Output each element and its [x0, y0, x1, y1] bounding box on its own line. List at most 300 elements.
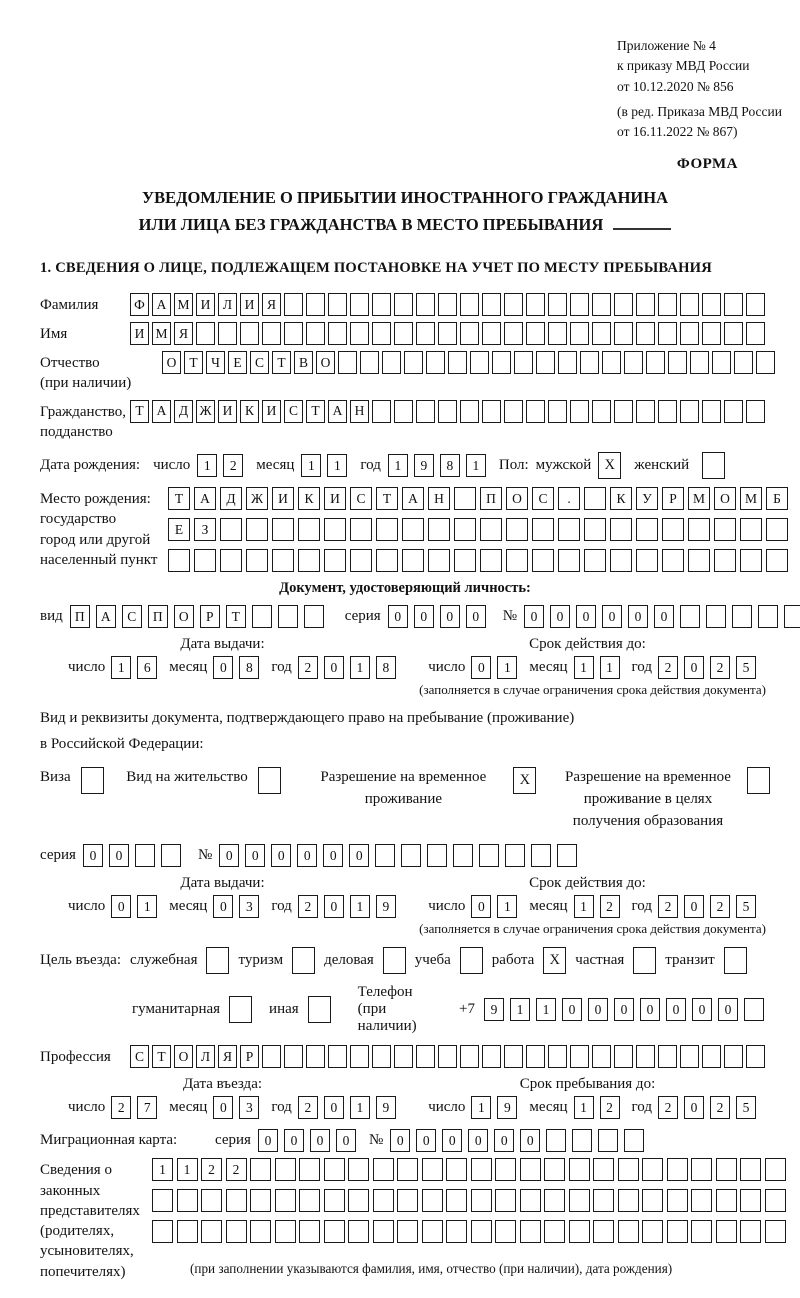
- char-box[interactable]: [376, 518, 398, 541]
- char-box[interactable]: [680, 605, 700, 628]
- char-box[interactable]: [558, 518, 580, 541]
- char-box[interactable]: [714, 549, 736, 572]
- char-box[interactable]: [680, 293, 699, 316]
- char-box[interactable]: 0: [654, 605, 674, 628]
- char-box[interactable]: М: [688, 487, 710, 510]
- char-box[interactable]: Т: [130, 400, 149, 423]
- char-box[interactable]: [691, 1158, 712, 1181]
- char-box[interactable]: 5: [736, 656, 756, 679]
- char-box[interactable]: 0: [468, 1129, 488, 1152]
- char-box[interactable]: [220, 518, 242, 541]
- char-box[interactable]: [226, 1220, 247, 1243]
- char-box[interactable]: [548, 293, 567, 316]
- char-box[interactable]: П: [70, 605, 90, 628]
- char-box[interactable]: 1: [574, 1096, 594, 1119]
- purpose-other-checkbox[interactable]: [308, 996, 331, 1023]
- char-box[interactable]: [658, 293, 677, 316]
- char-box[interactable]: 2: [111, 1096, 131, 1119]
- char-box[interactable]: 1: [600, 656, 620, 679]
- char-box[interactable]: А: [96, 605, 116, 628]
- char-box[interactable]: [572, 1129, 592, 1152]
- char-box[interactable]: [569, 1158, 590, 1181]
- char-box[interactable]: Р: [240, 1045, 259, 1068]
- char-box[interactable]: [548, 1045, 567, 1068]
- char-box[interactable]: [624, 1129, 644, 1152]
- char-box[interactable]: [394, 322, 413, 345]
- char-box[interactable]: 2: [658, 656, 678, 679]
- char-box[interactable]: [438, 400, 457, 423]
- char-box[interactable]: [765, 1158, 786, 1181]
- char-box[interactable]: 0: [336, 1129, 356, 1152]
- purpose-work-checkbox[interactable]: X: [543, 947, 566, 974]
- char-box[interactable]: 0: [640, 998, 660, 1021]
- char-box[interactable]: С: [284, 400, 303, 423]
- char-box[interactable]: [328, 293, 347, 316]
- char-box[interactable]: 1: [111, 656, 131, 679]
- char-box[interactable]: 0: [258, 1129, 278, 1152]
- char-box[interactable]: [177, 1189, 198, 1212]
- char-box[interactable]: 2: [600, 1096, 620, 1119]
- char-box[interactable]: [428, 518, 450, 541]
- char-box[interactable]: 2: [658, 1096, 678, 1119]
- char-box[interactable]: [724, 400, 743, 423]
- char-box[interactable]: 7: [137, 1096, 157, 1119]
- char-box[interactable]: [584, 487, 606, 510]
- char-box[interactable]: [570, 322, 589, 345]
- char-box[interactable]: [636, 400, 655, 423]
- char-box[interactable]: [375, 844, 395, 867]
- char-box[interactable]: [201, 1189, 222, 1212]
- char-box[interactable]: 0: [324, 656, 344, 679]
- char-box[interactable]: [350, 1045, 369, 1068]
- char-box[interactable]: 0: [466, 605, 486, 628]
- char-box[interactable]: Р: [200, 605, 220, 628]
- char-box[interactable]: 1: [152, 1158, 173, 1181]
- char-box[interactable]: [520, 1189, 541, 1212]
- char-box[interactable]: [514, 351, 533, 374]
- char-box[interactable]: [201, 1220, 222, 1243]
- char-box[interactable]: [446, 1189, 467, 1212]
- char-box[interactable]: И: [218, 400, 237, 423]
- char-box[interactable]: [427, 844, 447, 867]
- char-box[interactable]: [226, 1189, 247, 1212]
- char-box[interactable]: Т: [152, 1045, 171, 1068]
- char-box[interactable]: [746, 1045, 765, 1068]
- char-box[interactable]: [602, 351, 621, 374]
- char-box[interactable]: [548, 322, 567, 345]
- char-box[interactable]: [618, 1189, 639, 1212]
- char-box[interactable]: [702, 322, 721, 345]
- char-box[interactable]: [642, 1158, 663, 1181]
- char-box[interactable]: Я: [262, 293, 281, 316]
- char-box[interactable]: [298, 549, 320, 572]
- char-box[interactable]: О: [714, 487, 736, 510]
- char-box[interactable]: [416, 322, 435, 345]
- char-box[interactable]: [618, 1158, 639, 1181]
- char-box[interactable]: Л: [196, 1045, 215, 1068]
- char-box[interactable]: 0: [213, 656, 233, 679]
- char-box[interactable]: [667, 1220, 688, 1243]
- char-box[interactable]: [470, 351, 489, 374]
- char-box[interactable]: [328, 1045, 347, 1068]
- char-box[interactable]: [504, 322, 523, 345]
- char-box[interactable]: 0: [284, 1129, 304, 1152]
- char-box[interactable]: [766, 549, 788, 572]
- char-box[interactable]: [570, 293, 589, 316]
- char-box[interactable]: [250, 1158, 271, 1181]
- char-box[interactable]: С: [130, 1045, 149, 1068]
- char-box[interactable]: Р: [662, 487, 684, 510]
- char-box[interactable]: [218, 322, 237, 345]
- char-box[interactable]: [135, 844, 155, 867]
- char-box[interactable]: [505, 844, 525, 867]
- char-box[interactable]: [724, 293, 743, 316]
- char-box[interactable]: [584, 549, 606, 572]
- char-box[interactable]: 0: [471, 656, 491, 679]
- char-box[interactable]: 0: [602, 605, 622, 628]
- char-box[interactable]: [765, 1220, 786, 1243]
- char-box[interactable]: 2: [600, 895, 620, 918]
- char-box[interactable]: [558, 351, 577, 374]
- char-box[interactable]: [438, 293, 457, 316]
- char-box[interactable]: А: [402, 487, 424, 510]
- char-box[interactable]: [624, 351, 643, 374]
- char-box[interactable]: [740, 1189, 761, 1212]
- char-box[interactable]: [177, 1220, 198, 1243]
- char-box[interactable]: 2: [710, 656, 730, 679]
- char-box[interactable]: [765, 1189, 786, 1212]
- char-box[interactable]: [350, 293, 369, 316]
- char-box[interactable]: [402, 518, 424, 541]
- temp-residence-education-checkbox[interactable]: [747, 767, 770, 794]
- char-box[interactable]: [658, 1045, 677, 1068]
- char-box[interactable]: [372, 322, 391, 345]
- char-box[interactable]: 0: [718, 998, 738, 1021]
- char-box[interactable]: [570, 400, 589, 423]
- char-box[interactable]: 1: [574, 656, 594, 679]
- char-box[interactable]: [299, 1220, 320, 1243]
- char-box[interactable]: 1: [466, 454, 486, 477]
- char-box[interactable]: 0: [111, 895, 131, 918]
- char-box[interactable]: [448, 351, 467, 374]
- char-box[interactable]: Т: [272, 351, 291, 374]
- char-box[interactable]: [394, 400, 413, 423]
- char-box[interactable]: [373, 1189, 394, 1212]
- char-box[interactable]: 1: [350, 656, 370, 679]
- char-box[interactable]: [758, 605, 778, 628]
- purpose-tourism-checkbox[interactable]: [292, 947, 315, 974]
- char-box[interactable]: [495, 1220, 516, 1243]
- char-box[interactable]: [479, 844, 499, 867]
- char-box[interactable]: Я: [218, 1045, 237, 1068]
- char-box[interactable]: [324, 518, 346, 541]
- char-box[interactable]: [614, 293, 633, 316]
- char-box[interactable]: 0: [562, 998, 582, 1021]
- char-box[interactable]: 1: [388, 454, 408, 477]
- char-box[interactable]: [580, 351, 599, 374]
- char-box[interactable]: [610, 549, 632, 572]
- char-box[interactable]: [196, 322, 215, 345]
- char-box[interactable]: [482, 400, 501, 423]
- char-box[interactable]: О: [162, 351, 181, 374]
- char-box[interactable]: 1: [536, 998, 556, 1021]
- char-box[interactable]: [394, 293, 413, 316]
- char-box[interactable]: [372, 1045, 391, 1068]
- char-box[interactable]: [348, 1220, 369, 1243]
- residence-permit-checkbox[interactable]: [258, 767, 281, 794]
- purpose-business-checkbox[interactable]: [206, 947, 229, 974]
- char-box[interactable]: [712, 351, 731, 374]
- char-box[interactable]: [220, 549, 242, 572]
- char-box[interactable]: [422, 1158, 443, 1181]
- char-box[interactable]: Д: [174, 400, 193, 423]
- char-box[interactable]: 1: [197, 454, 217, 477]
- char-box[interactable]: [526, 293, 545, 316]
- char-box[interactable]: [348, 1158, 369, 1181]
- char-box[interactable]: [642, 1189, 663, 1212]
- char-box[interactable]: [569, 1220, 590, 1243]
- char-box[interactable]: 0: [614, 998, 634, 1021]
- char-box[interactable]: [482, 293, 501, 316]
- char-box[interactable]: [716, 1220, 737, 1243]
- char-box[interactable]: 2: [298, 656, 318, 679]
- char-box[interactable]: 0: [588, 998, 608, 1021]
- char-box[interactable]: [402, 549, 424, 572]
- char-box[interactable]: 0: [520, 1129, 540, 1152]
- char-box[interactable]: [667, 1189, 688, 1212]
- char-box[interactable]: К: [298, 487, 320, 510]
- char-box[interactable]: Ч: [206, 351, 225, 374]
- char-box[interactable]: А: [152, 400, 171, 423]
- char-box[interactable]: [724, 322, 743, 345]
- char-box[interactable]: [532, 518, 554, 541]
- char-box[interactable]: 0: [297, 844, 317, 867]
- purpose-private-checkbox[interactable]: [633, 947, 656, 974]
- char-box[interactable]: 0: [324, 1096, 344, 1119]
- char-box[interactable]: Б: [766, 487, 788, 510]
- char-box[interactable]: 1: [327, 454, 347, 477]
- char-box[interactable]: 0: [213, 1096, 233, 1119]
- char-box[interactable]: [240, 322, 259, 345]
- char-box[interactable]: [546, 1129, 566, 1152]
- purpose-humanitarian-checkbox[interactable]: [229, 996, 252, 1023]
- char-box[interactable]: [372, 400, 391, 423]
- char-box[interactable]: [593, 1189, 614, 1212]
- char-box[interactable]: О: [506, 487, 528, 510]
- char-box[interactable]: [328, 322, 347, 345]
- char-box[interactable]: [350, 518, 372, 541]
- char-box[interactable]: [569, 1189, 590, 1212]
- char-box[interactable]: 0: [324, 895, 344, 918]
- char-box[interactable]: 1: [471, 1096, 491, 1119]
- char-box[interactable]: [471, 1189, 492, 1212]
- char-box[interactable]: [168, 549, 190, 572]
- char-box[interactable]: 0: [83, 844, 103, 867]
- char-box[interactable]: Н: [428, 487, 450, 510]
- char-box[interactable]: [428, 549, 450, 572]
- char-box[interactable]: .: [558, 487, 580, 510]
- char-box[interactable]: 0: [442, 1129, 462, 1152]
- char-box[interactable]: [531, 844, 551, 867]
- char-box[interactable]: [584, 518, 606, 541]
- char-box[interactable]: И: [130, 322, 149, 345]
- char-box[interactable]: [636, 322, 655, 345]
- char-box[interactable]: [658, 400, 677, 423]
- char-box[interactable]: [422, 1220, 443, 1243]
- char-box[interactable]: 2: [223, 454, 243, 477]
- char-box[interactable]: [454, 518, 476, 541]
- char-box[interactable]: С: [122, 605, 142, 628]
- char-box[interactable]: [299, 1189, 320, 1212]
- char-box[interactable]: [306, 322, 325, 345]
- char-box[interactable]: [495, 1189, 516, 1212]
- char-box[interactable]: 0: [245, 844, 265, 867]
- char-box[interactable]: 0: [416, 1129, 436, 1152]
- char-box[interactable]: 2: [710, 1096, 730, 1119]
- char-box[interactable]: 0: [471, 895, 491, 918]
- char-box[interactable]: О: [174, 605, 194, 628]
- char-box[interactable]: [246, 518, 268, 541]
- char-box[interactable]: [397, 1189, 418, 1212]
- char-box[interactable]: И: [196, 293, 215, 316]
- char-box[interactable]: 0: [390, 1129, 410, 1152]
- char-box[interactable]: [658, 322, 677, 345]
- char-box[interactable]: 2: [298, 895, 318, 918]
- char-box[interactable]: О: [174, 1045, 193, 1068]
- char-box[interactable]: [732, 605, 752, 628]
- purpose-commercial-checkbox[interactable]: [383, 947, 406, 974]
- char-box[interactable]: [714, 518, 736, 541]
- char-box[interactable]: 9: [376, 1096, 396, 1119]
- char-box[interactable]: [350, 549, 372, 572]
- char-box[interactable]: [558, 549, 580, 572]
- char-box[interactable]: [592, 293, 611, 316]
- char-box[interactable]: [688, 518, 710, 541]
- char-box[interactable]: 0: [219, 844, 239, 867]
- char-box[interactable]: [422, 1189, 443, 1212]
- char-box[interactable]: [262, 1045, 281, 1068]
- char-box[interactable]: [471, 1220, 492, 1243]
- char-box[interactable]: [504, 1045, 523, 1068]
- char-box[interactable]: Ф: [130, 293, 149, 316]
- char-box[interactable]: 0: [440, 605, 460, 628]
- char-box[interactable]: [691, 1220, 712, 1243]
- char-box[interactable]: [372, 293, 391, 316]
- char-box[interactable]: [716, 1158, 737, 1181]
- char-box[interactable]: [740, 1220, 761, 1243]
- char-box[interactable]: [275, 1189, 296, 1212]
- char-box[interactable]: [324, 1158, 345, 1181]
- char-box[interactable]: [360, 351, 379, 374]
- char-box[interactable]: 1: [177, 1158, 198, 1181]
- char-box[interactable]: [298, 518, 320, 541]
- char-box[interactable]: 0: [524, 605, 544, 628]
- char-box[interactable]: 9: [484, 998, 504, 1021]
- char-box[interactable]: И: [240, 293, 259, 316]
- char-box[interactable]: [690, 351, 709, 374]
- char-box[interactable]: 2: [298, 1096, 318, 1119]
- char-box[interactable]: [275, 1220, 296, 1243]
- char-box[interactable]: [397, 1220, 418, 1243]
- char-box[interactable]: [706, 605, 726, 628]
- char-box[interactable]: [614, 1045, 633, 1068]
- char-box[interactable]: [702, 293, 721, 316]
- char-box[interactable]: [636, 1045, 655, 1068]
- char-box[interactable]: Т: [226, 605, 246, 628]
- char-box[interactable]: [544, 1189, 565, 1212]
- char-box[interactable]: Е: [168, 518, 190, 541]
- char-box[interactable]: [454, 549, 476, 572]
- char-box[interactable]: [152, 1189, 173, 1212]
- char-box[interactable]: [454, 487, 476, 510]
- char-box[interactable]: [716, 1189, 737, 1212]
- char-box[interactable]: [250, 1189, 271, 1212]
- char-box[interactable]: [614, 322, 633, 345]
- char-box[interactable]: [453, 844, 473, 867]
- char-box[interactable]: [744, 998, 764, 1021]
- char-box[interactable]: [250, 1220, 271, 1243]
- char-box[interactable]: [746, 322, 765, 345]
- char-box[interactable]: 1: [350, 1096, 370, 1119]
- char-box[interactable]: 9: [414, 454, 434, 477]
- char-box[interactable]: [520, 1220, 541, 1243]
- char-box[interactable]: И: [272, 487, 294, 510]
- char-box[interactable]: [592, 322, 611, 345]
- char-box[interactable]: 0: [109, 844, 129, 867]
- char-box[interactable]: [740, 549, 762, 572]
- char-box[interactable]: П: [480, 487, 502, 510]
- char-box[interactable]: [376, 549, 398, 572]
- char-box[interactable]: [416, 1045, 435, 1068]
- char-box[interactable]: [161, 844, 181, 867]
- char-box[interactable]: 9: [497, 1096, 517, 1119]
- char-box[interactable]: 8: [376, 656, 396, 679]
- char-box[interactable]: 1: [301, 454, 321, 477]
- visa-checkbox[interactable]: [81, 767, 104, 794]
- sex-female-checkbox[interactable]: [702, 452, 725, 479]
- char-box[interactable]: 0: [692, 998, 712, 1021]
- char-box[interactable]: [278, 605, 298, 628]
- char-box[interactable]: [636, 549, 658, 572]
- char-box[interactable]: [306, 293, 325, 316]
- char-box[interactable]: 0: [684, 1096, 704, 1119]
- char-box[interactable]: 1: [350, 895, 370, 918]
- char-box[interactable]: [526, 322, 545, 345]
- char-box[interactable]: 1: [137, 895, 157, 918]
- char-box[interactable]: [246, 549, 268, 572]
- char-box[interactable]: [324, 1189, 345, 1212]
- char-box[interactable]: 3: [239, 1096, 259, 1119]
- char-box[interactable]: [526, 400, 545, 423]
- char-box[interactable]: [304, 605, 324, 628]
- char-box[interactable]: [394, 1045, 413, 1068]
- char-box[interactable]: [636, 518, 658, 541]
- char-box[interactable]: [548, 400, 567, 423]
- char-box[interactable]: [382, 351, 401, 374]
- char-box[interactable]: 0: [550, 605, 570, 628]
- char-box[interactable]: 8: [239, 656, 259, 679]
- char-box[interactable]: М: [740, 487, 762, 510]
- char-box[interactable]: [373, 1220, 394, 1243]
- char-box[interactable]: [610, 518, 632, 541]
- char-box[interactable]: [492, 351, 511, 374]
- char-box[interactable]: [482, 1045, 501, 1068]
- char-box[interactable]: 0: [349, 844, 369, 867]
- char-box[interactable]: И: [262, 400, 281, 423]
- char-box[interactable]: 5: [736, 1096, 756, 1119]
- char-box[interactable]: Т: [184, 351, 203, 374]
- char-box[interactable]: [662, 518, 684, 541]
